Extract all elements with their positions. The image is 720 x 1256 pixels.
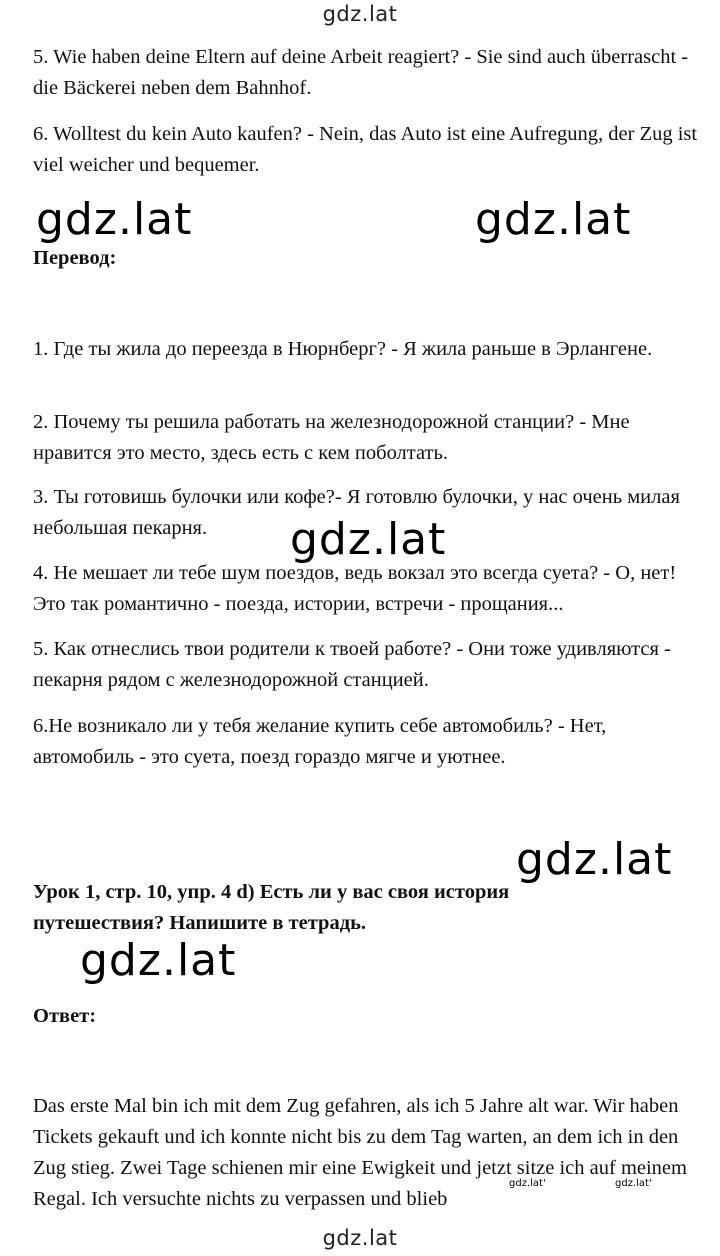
translation-item-6: 6.Не возникало ли у тебя желание купить себе автомобиль? - Нет, автомобиль - это суета, поезд гораздо мягче и уютнее.	[33, 715, 607, 768]
header-watermark: gdz.lat	[322, 2, 398, 26]
translation-heading: Перевод:	[33, 247, 117, 269]
watermark-logo: gdz.lat	[36, 194, 193, 245]
german-item-5: 5. Wie haben deine Eltern auf deine Arbeit reagiert? - Sie sind auch überrascht - die Bäckerei neben dem Bahnhof.	[33, 46, 689, 99]
answer-text: Das erste Mal bin ich mit dem Zug gefahren, als ich 5 Jahre alt war. Wir haben Tickets gekauft und ich konnte nicht bis zu dem Tag warten, an dem ich in den Zug stieg. Zwei Tage schienen mir eine Ewigkeit und jetzt sitze ich auf meinem Regal. Ich versuchte nichts zu verpassen und blieb	[33, 1095, 687, 1210]
task-heading: Урок 1, стр. 10, упр. 4 d) Есть ли у вас своя история путешествия? Напишите в тетрадь.	[33, 881, 510, 934]
translation-item-1: 1. Где ты жила до переезда в Нюрнберг? - Я жила раньше в Эрлангене.	[33, 338, 653, 360]
translation-item-5: 5. Как отнеслись твои родители к твоей работе? - Они тоже удивляются - пекарня рядом с железнодорожной станцией.	[33, 638, 671, 691]
watermark-logo: gdz.lat	[516, 834, 673, 885]
small-watermark: gdz.lat'	[615, 1178, 652, 1189]
watermark-logo: gdz.lat	[290, 514, 447, 565]
translation-item-3: 3. Ты готовишь булочки или кофе?- Я готовлю булочки, у нас очень милая небольшая пекарня.	[33, 486, 680, 539]
watermark-logo: gdz.lat	[475, 194, 632, 245]
translation-item-4: 4. Не мешает ли тебе шум поездов, ведь вокзал это всегда суета? - О, нет! Это так романтично - поезда, истории, встречи - прощания...	[33, 562, 677, 615]
watermark-logo: gdz.lat	[80, 935, 237, 986]
footer-watermark: gdz.lat	[322, 1226, 398, 1250]
answer-heading: Ответ:	[33, 1005, 97, 1027]
german-item-6: 6. Wolltest du kein Auto kaufen? - Nein, das Auto ist eine Aufregung, der Zug ist viel weicher und bequemer.	[33, 123, 698, 176]
small-watermark: gdz.lat'	[509, 1178, 546, 1189]
translation-item-2: 2. Почему ты решила работать на железнодорожной станции? - Мне нравится это место, здесь есть с кем поболтать.	[33, 411, 630, 464]
